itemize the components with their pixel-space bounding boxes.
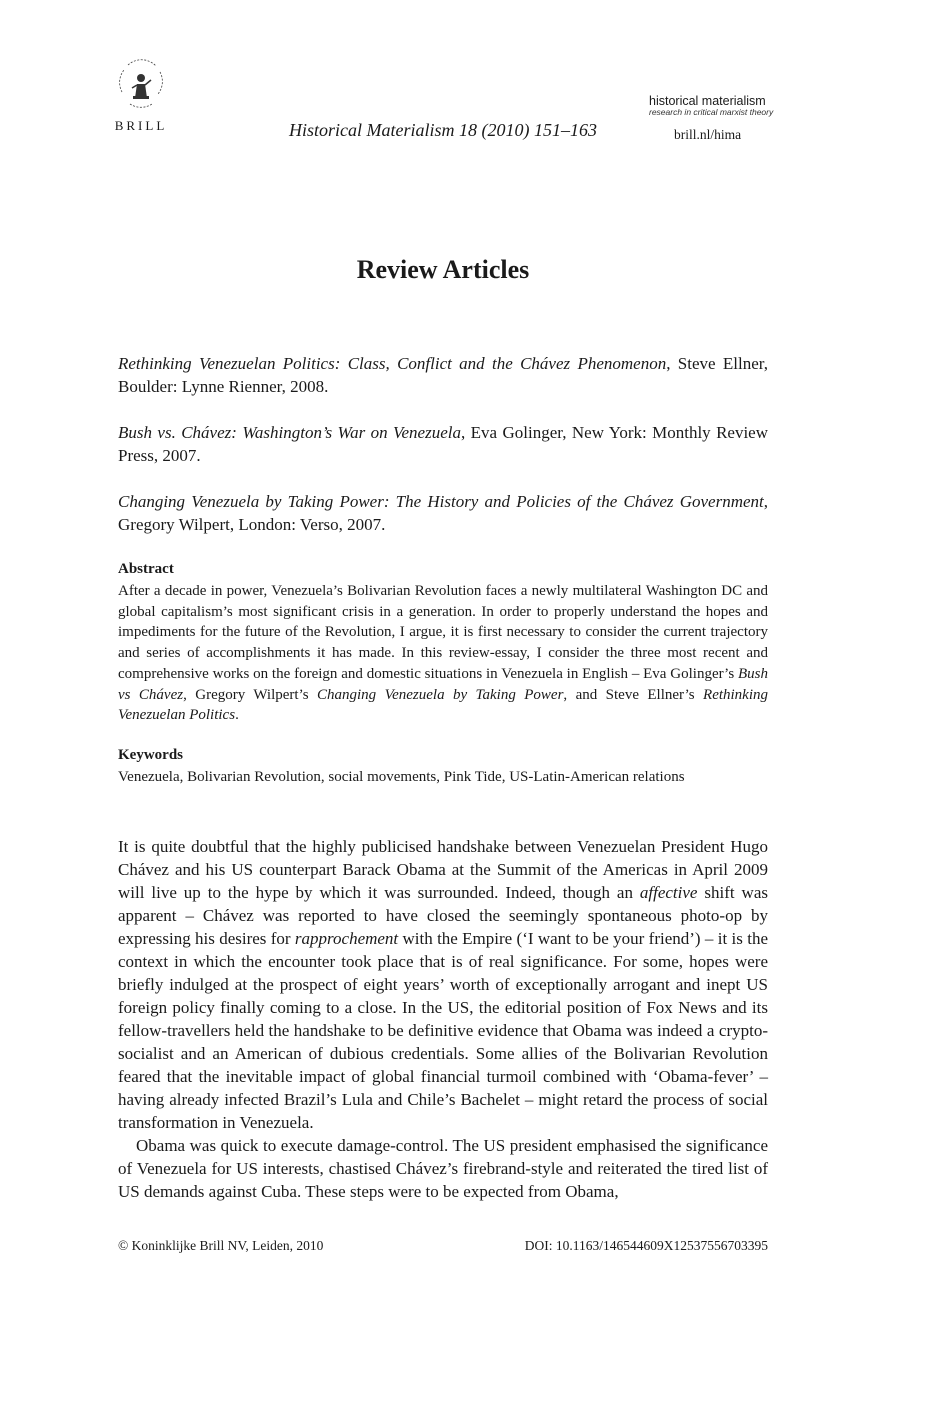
reference-3 (118, 490, 768, 536)
abstract-span: After a decade in power, Venezuela’s Bolivarian Revolution faces a newly multilateral Washington DC and global capitalism’s most significant crisis in a generation. In order to properly understand the hopes and impediments for the future of the Revolution, I argue, it is first necessary to consider the current trajectory and series of accomplishments it has made. In this review-essay, I consider the three most recent and comprehensive works on the foreign and domestic situations in Venezuela in English – Eva Golinger’s (118, 583, 768, 682)
brill-logo (108, 58, 174, 134)
body-italic: affective (639, 883, 698, 902)
keywords-heading: Keywords (118, 747, 183, 763)
body-italic: rapprochement (294, 929, 399, 948)
abstract-span: . (235, 707, 239, 724)
body-span: It is quite doubtful that the highly publicised handshake between Venezuelan President Hugo Chávez and his US counterpart Barack Obama at the Summit of the Americas in April 2009 will live up to the hype by which it was surrounded. Indeed, though an (118, 837, 768, 902)
publisher-name: BRILL (114, 118, 168, 133)
abstract-text (118, 581, 768, 726)
abstract-italic: Rethinking Venezuelan Politics (118, 686, 769, 724)
body-span: with the Empire (‘I want to be your friend’) – it is the context in which the encounter took place that is of real significance. For some, hopes were briefly indulged at the prospect of eight years’ worth of exceptionally arrogant and inept US foreign policy finally coming to a close. In the US, the editorial position of Fox News and its fellow-travellers held the handshake to be definitive evidence that Obama was indeed a crypto-socialist and an American of dubious credentials. Some allies of the Bolivarian Revolution feared that the inevitable impact of global financial turmoil combined with ‘Obama-fever’ – having already infected Brazil’s Lula and Chile’s Bachelet – might retard the process of social transformation in Venezuela. (118, 929, 768, 1132)
copyright-notice: © Koninklijke Brill NV, Leiden, 2010 (118, 1238, 324, 1253)
journal-citation: Historical Materialism 18 (2010) 151–163 (289, 120, 597, 140)
brill-emblem-icon (114, 58, 168, 110)
abstract-span: , and Steve Ellner’s (563, 686, 704, 703)
journal-url[interactable]: brill.nl/hima (674, 127, 742, 142)
keywords-text: Venezuela, Bolivarian Revolution, social movements, Pink Tide, US-Latin-American relations (118, 769, 685, 785)
reference-title: Changing Venezuela by Taking Power: The History and Policies of the Chávez Government (118, 492, 764, 511)
abstract-italic: Changing Venezuela by Taking Power (317, 686, 564, 703)
body-paragraph-2: Obama was quick to execute damage-control. The US president emphasised the significance of Venezuela for US interests, chastised Chávez’s firebrand-style and reiterated the tired list of US demands against Cuba. These steps were to be expected from Obama, (118, 1136, 768, 1201)
doi: DOI: 10.1163/146544609X12537556703395 (524, 1238, 768, 1253)
hm-logo-name: historical materialism (649, 94, 766, 108)
reference-details: , Gregory Wilpert, London: Verso, 2007. (118, 492, 768, 534)
reference-details: , Eva Golinger, New York: Monthly Review Press, 2007. (118, 423, 768, 465)
reference-details: , Steve Ellner, Boulder: Lynne Rienner, 2008. (118, 354, 768, 396)
hm-logo-tagline: research in critical marxist theory (649, 107, 774, 117)
abstract-heading: Abstract (118, 561, 174, 577)
abstract-italic: Bush vs Chávez (118, 665, 768, 703)
body-span: shift was apparent – Chávez was reported to have closed the seemingly spontaneous photo-op by expressing his desires for (118, 883, 768, 948)
reference-2 (118, 421, 768, 467)
article-body (118, 835, 768, 1203)
reference-title: Bush vs. Chávez: Washington’s War on Venezuela (118, 423, 461, 442)
hm-logo (649, 94, 773, 117)
abstract-span: , Gregory Wilpert’s (183, 686, 317, 703)
page-title: Review Articles (356, 255, 530, 284)
reference-title: Rethinking Venezuelan Politics: Class, Conflict and the Chávez Phenomenon (118, 354, 667, 373)
body-paragraph-1 (118, 835, 768, 1134)
reference-1 (118, 352, 768, 398)
